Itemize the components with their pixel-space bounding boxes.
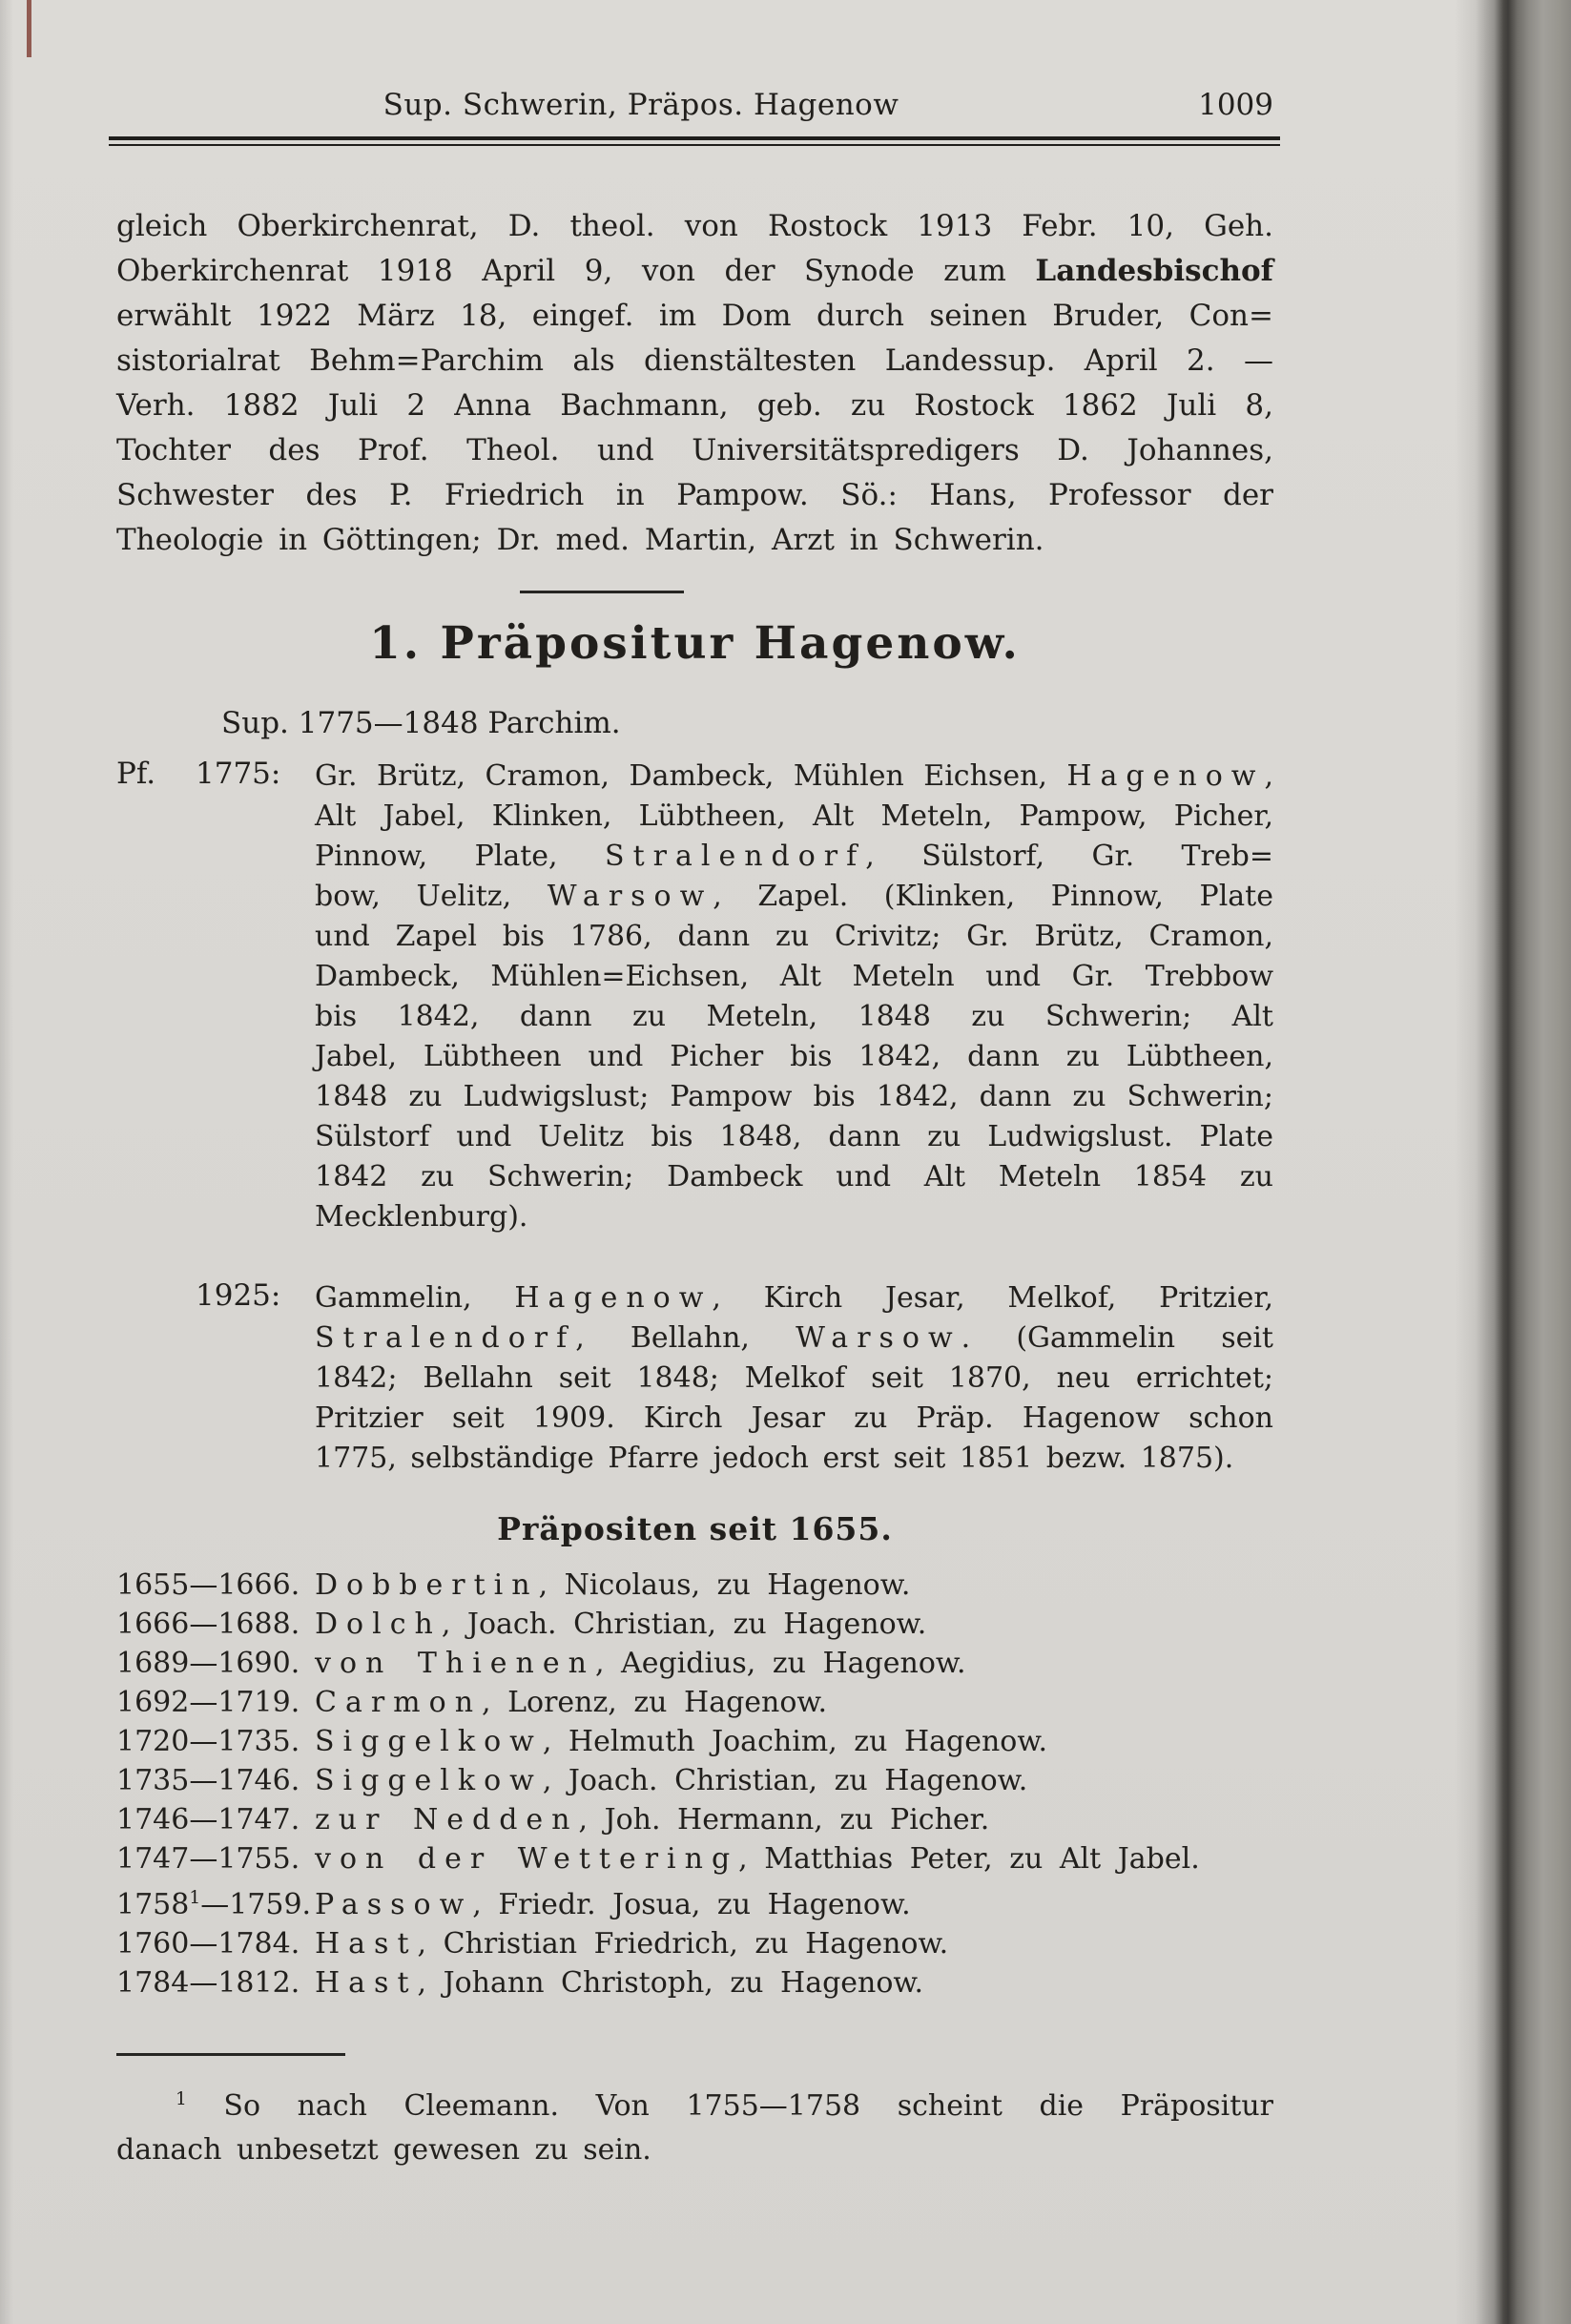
pf-year-label: 1775: [196,757,281,791]
praeposit-row [116,1839,1273,1878]
block-1925 [315,1278,1273,1479]
intro-line: sistorialrat Behm=Parchim als dienstältesten Landessup. April 2. — [116,343,1273,378]
row-name: Hast, Christian Friedrich, zu Hagenow. [315,1927,949,1961]
pf-line: Dambeck, Mühlen=Eichsen, Alt Meteln und Gr. Trebbow [315,960,1273,993]
row-dates: 1758$^1$—1759. [116,1888,312,1921]
footnote-rule [116,2053,345,2056]
praepositen-list [116,1566,1273,2002]
pf-line: Jabel, Lübtheen und Picher bis 1842, dann zu Lübtheen, [315,1040,1273,1073]
row-dates: 1784—1812. [116,1966,300,2000]
binding-edge-band [1455,0,1571,2324]
header-double-rule [109,136,1280,146]
pf-line: bis 1842, dann zu Meteln, 1848 zu Schwerin; Alt [315,1000,1273,1033]
pf-line: 1848 zu Ludwigslust; Pampow bis 1842, dann zu Schwerin; [315,1080,1273,1113]
section-heading: 1. Präpositur Hagenow. [369,617,1021,670]
year-1925-label: 1925: [196,1278,281,1313]
intro-line: Theologie in Göttingen; Dr. med. Martin, Arzt in Schwerin. [116,523,1044,557]
row-name: Hast, Johann Christoph, zu Hagenow. [315,1966,924,2000]
row-dates: 1735—1746. [116,1764,300,1797]
row-name: Dobbertin, Nicolaus, zu Hagenow. [315,1568,911,1602]
intro-line: gleich Oberkirchenrat, D. theol. von Rostock 1913 Febr. 10, Geh. [116,209,1273,243]
line-1925: Stralendorf, Bellahn, Warsow. (Gammelin seit [315,1321,1273,1355]
sup-line: Sup. 1775—1848 Parchim. [221,706,621,740]
praeposit-row [116,1566,1273,1605]
pf-label: Pf. [116,757,156,791]
row-dates: 1760—1784. [116,1927,300,1961]
row-dates: 1746—1747. [116,1803,300,1836]
praeposit-row [116,1644,1273,1683]
row-name: Carmon, Lorenz, zu Hagenow. [315,1686,828,1719]
row-dates: 1689—1690. [116,1647,300,1680]
row-name: Siggelkow, Joach. Christian, zu Hagenow. [315,1764,1028,1797]
page-number: 1009 [1198,88,1273,122]
intro-line: Oberkirchenrat 1918 April 9, von der Synode zum Landesbischof [116,254,1273,288]
praeposit-row [116,1924,1273,1963]
praepositen-subheading: Präpositen seit 1655. [497,1510,893,1547]
row-dates: 1666—1688. [116,1608,300,1641]
praeposit-row [116,1761,1273,1800]
footnote-line: $^1$ So nach Cleemann. Von 1755—1758 scheint die Präpositur [176,2089,1273,2123]
row-name: zur Nedden, Joh. Hermann, zu Picher. [315,1803,990,1836]
pf-line: Pinnow, Plate, Stralendorf, Sülstorf, Gr. Treb= [315,840,1273,873]
intro-line: Verh. 1882 Juli 2 Anna Bachmann, geb. zu Rostock 1862 Juli 8, [116,388,1273,423]
intro-paragraph [116,204,1273,563]
line-1925: Pritzier seit 1909. Kirch Jesar zu Präp. Hagenow schon [315,1401,1273,1435]
left-scan-shadow [0,0,13,2324]
row-name: Siggelkow, Helmuth Joachim, zu Hagenow. [315,1725,1048,1758]
row-dates: 1655—1666. [116,1568,300,1602]
praeposit-row [116,1683,1273,1722]
footnote-line: danach unbesetzt gewesen zu sein. [116,2133,651,2167]
line-1925: Gammelin, Hagenow, Kirch Jesar, Melkof, Pritzier, [315,1281,1273,1315]
pf-1775-block [315,757,1273,1237]
intro-line: Schwester des P. Friedrich in Pampow. Sö.: Hans, Professor der [116,478,1273,512]
praeposit-row [116,1605,1273,1644]
row-dates: 1692—1719. [116,1686,300,1719]
red-spine-mark [27,0,31,57]
line-1925: 1775, selbständige Pfarre jedoch erst seit 1851 bezw. 1875). [315,1442,1234,1475]
praeposit-row [116,1722,1273,1761]
pf-line: und Zapel bis 1786, dann zu Crivitz; Gr. Brütz, Cramon, [315,920,1273,953]
praeposit-row [116,1878,1273,1924]
intro-line: erwählt 1922 März 18, eingef. im Dom durch seinen Bruder, Con= [116,299,1273,333]
row-dates: 1720—1735. [116,1725,300,1758]
line-1925: 1842; Bellahn seit 1848; Melkof seit 1870, neu errichtet; [315,1361,1273,1395]
intro-line: Tochter des Prof. Theol. und Universitätspredigers D. Johannes, [116,433,1273,467]
pf-line: Mecklenburg). [315,1200,528,1234]
pf-line: 1842 zu Schwerin; Dambeck und Alt Meteln 1854 zu [315,1160,1273,1193]
pf-line: Sülstorf und Uelitz bis 1848, dann zu Ludwigslust. Plate [315,1120,1273,1153]
row-dates: 1747—1755. [116,1842,300,1876]
row-name: von der Wettering, Matthias Peter, zu Alt Jabel. [315,1842,1200,1876]
pf-line: bow, Uelitz, Warsow, Zapel. (Klinken, Pinnow, Plate [315,880,1273,913]
pf-line: Gr. Brütz, Cramon, Dambeck, Mühlen Eichsen, Hagenow, [315,759,1273,793]
pf-line: Alt Jabel, Klinken, Lübtheen, Alt Meteln, Pampow, Picher, [315,799,1273,833]
row-name: von Thienen, Aegidius, zu Hagenow. [315,1647,966,1680]
row-name: Passow, Friedr. Josua, zu Hagenow. [315,1888,911,1921]
praeposit-row [116,1963,1273,2002]
footnote [116,2078,1273,2172]
section-divider-rule [520,591,684,593]
praeposit-row [116,1800,1273,1839]
row-name: Dolch, Joach. Christian, zu Hagenow. [315,1608,927,1641]
running-header-title: Sup. Schwerin, Präpos. Hagenow [382,88,899,122]
